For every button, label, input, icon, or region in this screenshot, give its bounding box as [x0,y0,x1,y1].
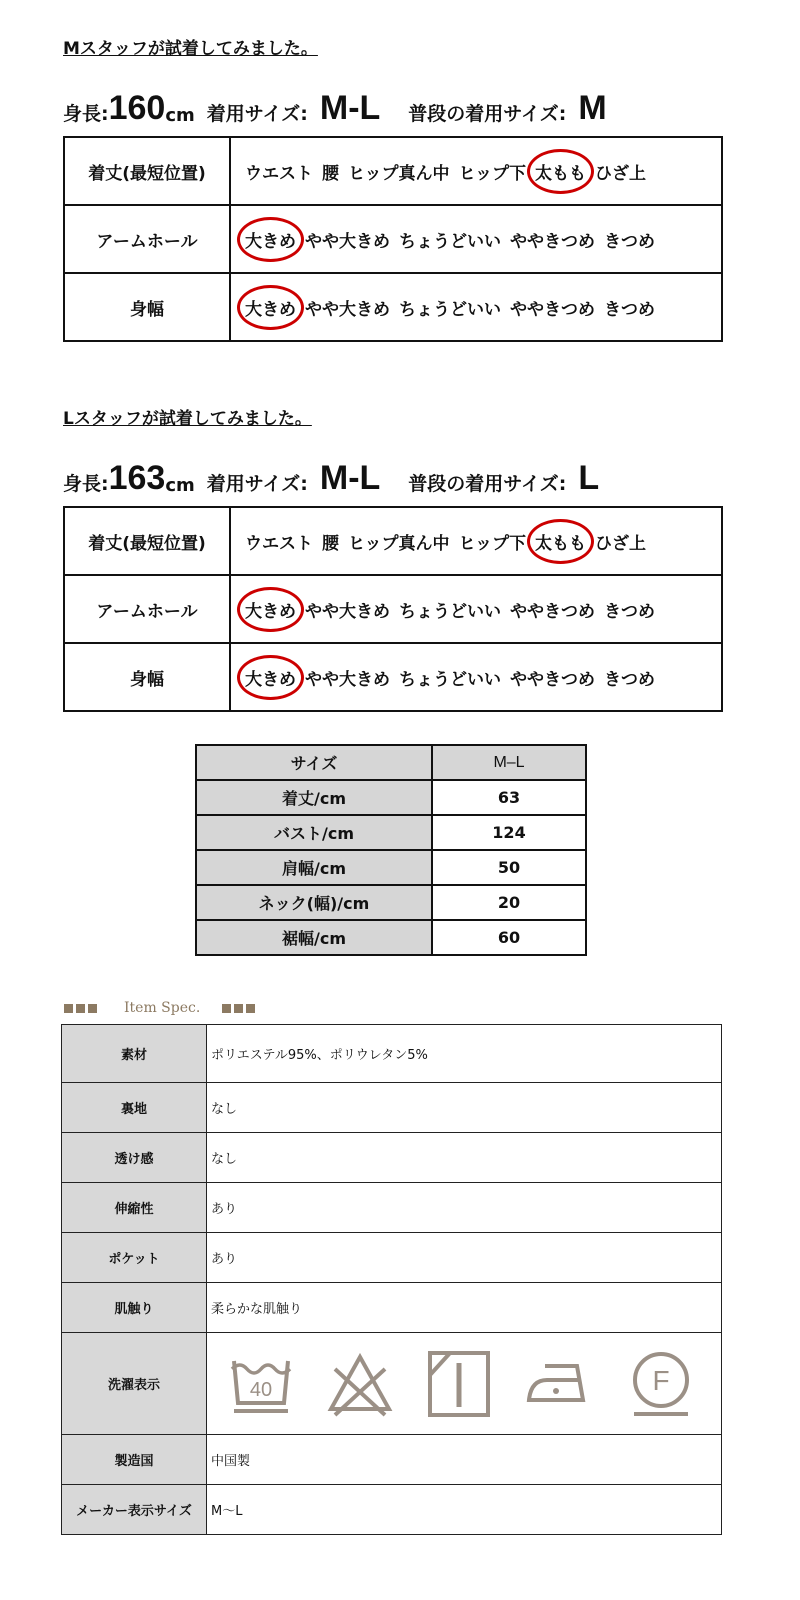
spec-key: 素材 [62,1025,207,1083]
fit-option-selected: 大きめ [245,665,296,690]
fit-option: やや大きめ [305,601,390,622]
fit-option: ヒップ下 [458,533,526,554]
size-key: 裾幅/cm [196,920,432,955]
care-symbols [207,1333,722,1435]
item-spec-table [61,1024,722,1535]
decor-square-icon [76,1004,85,1013]
size-value: 20 [432,885,586,920]
fit-option-selected: 大きめ [245,597,296,622]
fit-option: やや大きめ [305,299,390,320]
decor-square-icon [234,1004,243,1013]
fit-option: きつめ [604,601,655,622]
fit-option: ひざ上 [595,163,646,184]
size-value: 63 [432,780,586,815]
usual-size-value: L [578,459,600,497]
fit-option: きつめ [604,299,655,320]
fit-options [230,273,722,341]
spec-row [62,1133,722,1183]
spec-row [62,1083,722,1133]
wash-40-icon [228,1351,294,1417]
fit-option: ややきつめ [510,231,595,252]
size-key: 肩幅/cm [196,850,432,885]
size-value: 60 [432,920,586,955]
fit-option-selected: 大きめ [245,295,296,320]
size-key: バスト/cm [196,815,432,850]
fit-option: きつめ [604,231,655,252]
fit-option-selected: 大きめ [245,227,296,252]
spec-key: メーカー表示サイズ [62,1485,207,1535]
fit-row-width [64,273,722,341]
usual-size-label: 普段の着用サイズ: [408,473,567,495]
svg-text:F: F [652,1364,670,1396]
spec-key: 透け感 [62,1133,207,1183]
spec-value: なし [207,1083,722,1133]
fit-row-label: 着丈(最短位置) [64,507,230,575]
fit-row-armhole [64,575,722,643]
size-key: ネック(幅)/cm [196,885,432,920]
item-spec-label: Item Spec. [124,1000,201,1016]
height-value: 160 [108,89,166,127]
size-row [196,780,586,815]
fit-options [230,205,722,273]
fit-option: ウエスト [245,163,313,184]
height-unit: cm [165,475,195,496]
fit-options [230,137,722,205]
size-key: 着丈/cm [196,780,432,815]
fit-row-label: アームホール [64,575,230,643]
spec-row [62,1183,722,1233]
fit-row-length [64,137,722,205]
fit-option: ちょうどいい [399,601,501,622]
wear-size-value: M-L [319,459,381,497]
spec-value: ポリエステル95%、ポリウレタン5% [207,1025,722,1083]
fit-table [63,136,723,342]
drip-dry-shade-icon [426,1349,492,1419]
fit-row-label: アームホール [64,205,230,273]
fit-row-label: 着丈(最短位置) [64,137,230,205]
size-row [196,850,586,885]
fit-options [230,643,722,711]
staff-section-l [63,404,723,712]
size-header-value: M–L [432,745,586,780]
decor-square-icon [64,1004,73,1013]
fit-option: ややきつめ [510,601,595,622]
staff-stats [63,434,723,496]
fit-option: ウエスト [245,533,313,554]
wear-size-label: 着用サイズ: [206,103,308,125]
fit-option: ヒップ真ん中 [348,163,450,184]
height-label: 身長: [63,473,109,495]
size-row [196,815,586,850]
spec-row [62,1435,722,1485]
fit-option: ややきつめ [510,669,595,690]
fit-option: きつめ [604,669,655,690]
fit-row-width [64,643,722,711]
fit-row-armhole [64,205,722,273]
spec-value: 柔らかな肌触り [207,1283,722,1333]
fit-row-label: 身幅 [64,643,230,711]
fit-option: やや大きめ [305,669,390,690]
decor-square-icon [222,1004,231,1013]
fit-options [230,507,722,575]
iron-low-icon [525,1354,595,1414]
size-table [195,744,587,956]
fit-option: ヒップ真ん中 [348,533,450,554]
item-spec-heading [64,998,258,1018]
spec-row [62,1283,722,1333]
fit-option-selected: 太もも [535,159,586,184]
fit-option: ちょうどいい [399,231,501,252]
staff-title: Mスタッフが試着してみました。 [63,39,318,59]
fit-option-selected: 太もも [535,529,586,554]
spec-value: なし [207,1133,722,1183]
fit-option: やや大きめ [305,231,390,252]
decor-square-icon [246,1004,255,1013]
spec-value: あり [207,1233,722,1283]
fit-option: ちょうどいい [399,299,501,320]
spec-row [62,1485,722,1535]
decor-square-icon [88,1004,97,1013]
size-table-header [196,745,586,780]
spec-row-care [62,1333,722,1435]
height-label: 身長: [63,103,109,125]
fit-row-label: 身幅 [64,273,230,341]
spec-value: 中国製 [207,1435,722,1485]
size-row [196,885,586,920]
svg-text:40: 40 [249,1378,272,1401]
staff-title: Lスタッフが試着してみました。 [63,409,312,429]
fit-option: 腰 [322,533,339,554]
fit-options [230,575,722,643]
fit-option: 腰 [322,163,339,184]
fit-option: ややきつめ [510,299,595,320]
spec-key: 洗濯表示 [62,1333,207,1435]
staff-section-m [63,34,723,342]
dry-clean-f-icon [628,1348,694,1420]
size-header-label: サイズ [196,745,432,780]
fit-option: ひざ上 [595,533,646,554]
spec-key: 製造国 [62,1435,207,1485]
fit-option: ヒップ下 [458,163,526,184]
spec-row [62,1233,722,1283]
spec-value: M～L [207,1485,722,1535]
height-unit: cm [165,105,195,126]
fit-option: ちょうどいい [399,669,501,690]
no-bleach-icon [327,1351,393,1417]
spec-key: ポケット [62,1233,207,1283]
fit-row-length [64,507,722,575]
fit-table [63,506,723,712]
staff-stats [63,64,723,126]
spec-key: 肌触り [62,1283,207,1333]
usual-size-label: 普段の着用サイズ: [408,103,567,125]
size-value: 124 [432,815,586,850]
height-value: 163 [108,459,166,497]
size-row [196,920,586,955]
spec-key: 伸縮性 [62,1183,207,1233]
size-value: 50 [432,850,586,885]
wear-size-label: 着用サイズ: [206,473,308,495]
usual-size-value: M [578,89,607,127]
spec-row [62,1025,722,1083]
wear-size-value: M-L [319,89,381,127]
spec-key: 裏地 [62,1083,207,1133]
spec-value: あり [207,1183,722,1233]
